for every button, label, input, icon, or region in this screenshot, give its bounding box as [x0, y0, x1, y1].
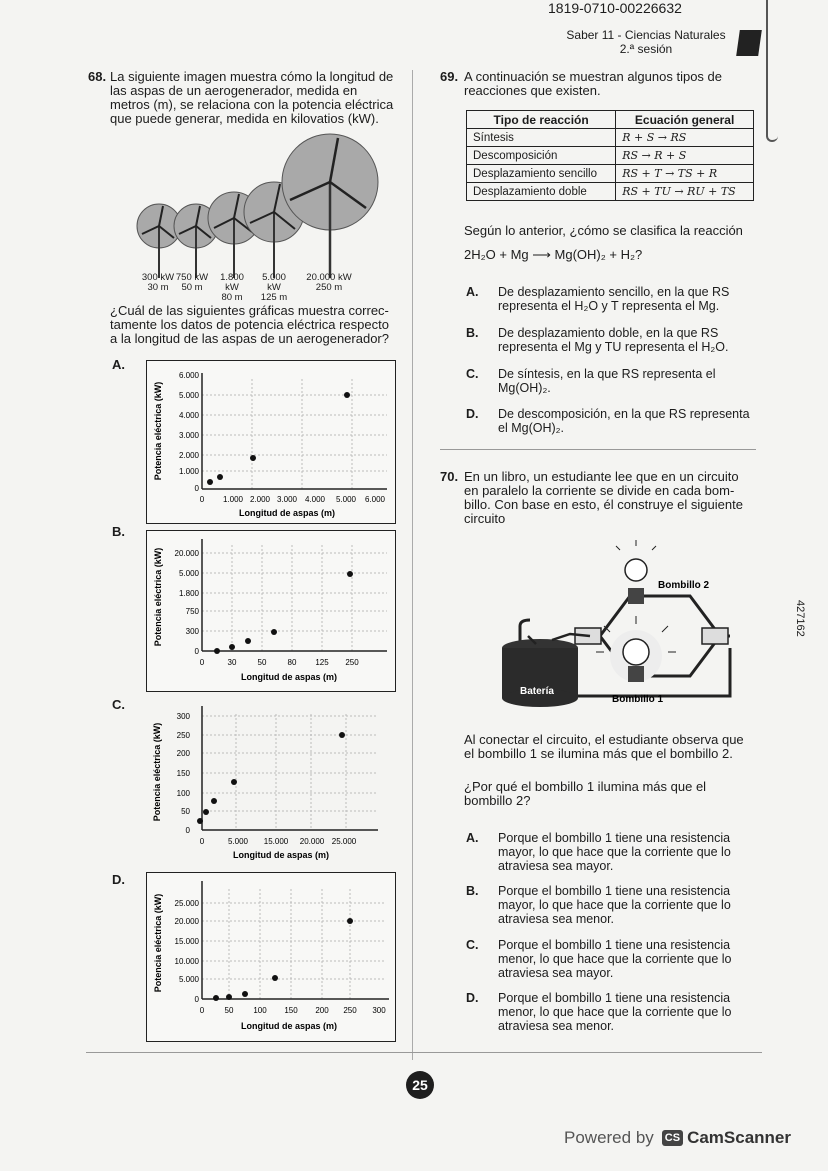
q69-reaction: 2H₂O + Mg ⟶ Mg(OH)₂ + H₂?	[464, 247, 643, 262]
svg-text:100: 100	[176, 789, 190, 798]
svg-text:300: 300	[185, 627, 199, 636]
turbine-label-5: 20.000 kW 250 m	[306, 272, 352, 293]
reactions-table	[466, 110, 754, 201]
chart-a-xtick: 1.000	[222, 495, 244, 504]
svg-text:300: 300	[176, 712, 190, 721]
svg-text:5.000: 5.000	[178, 975, 199, 984]
svg-text:100: 100	[253, 1006, 267, 1015]
chart-a-ytick: 1.000	[178, 467, 199, 476]
q70-line: En un libro, un estudiante lee que en un circuito	[464, 469, 739, 484]
chart-c-points	[197, 732, 345, 824]
chart-a-xtick: 2.000	[249, 495, 271, 504]
svg-text:25.000: 25.000	[174, 899, 199, 908]
q69-line: A continuación se muestran algunos tipos de	[464, 69, 723, 84]
svg-text:1.800: 1.800	[178, 589, 199, 598]
q70-question	[464, 780, 760, 808]
chart-a-xlabel: Longitud de aspas (m)	[238, 508, 336, 518]
svg-text:150: 150	[176, 769, 190, 778]
document-id: 1819-0710-00226632	[548, 0, 682, 16]
chart-a-xtick: 0	[199, 495, 205, 504]
page-edge	[766, 0, 778, 142]
svg-text:250: 250	[343, 1006, 357, 1015]
chart-option-c[interactable]	[146, 700, 394, 870]
chart-b-x-ticks	[200, 658, 359, 667]
svg-text:5.000: 5.000	[227, 837, 249, 846]
chart-b-svg	[147, 531, 395, 691]
q70-observation-line: Al conectar el circuito, el estudiante observa que	[464, 732, 744, 747]
chart-a-ytick: 4.000	[178, 411, 199, 420]
exam-header	[566, 28, 726, 56]
chart-a-ytick: 6.000	[178, 371, 199, 380]
chart-d-point	[272, 975, 278, 981]
chart-b-grid	[202, 545, 387, 651]
q70-option-b[interactable]: B. Porque el bombillo 1 tiene una resistencia mayor, lo que hace que la corriente que lo atraviesa sea menor.	[466, 884, 731, 926]
svg-text:0: 0	[185, 826, 190, 835]
q70-line: billo. Con base en esto, él construye el siguiente	[464, 497, 743, 512]
chart-d-point	[242, 991, 248, 997]
chart-c-x-ticks	[200, 837, 357, 846]
chart-a-svg	[147, 361, 395, 523]
chart-a-ytick: 2.000	[178, 451, 199, 460]
powered-by-text: Powered by	[564, 1128, 654, 1147]
q70-line: en paralelo la corriente se divide en cada bom-	[464, 483, 735, 498]
chart-option-a[interactable]	[146, 360, 396, 524]
chart-b-xlabel: Longitud de aspas (m)	[240, 672, 338, 682]
svg-text:25.000: 25.000	[331, 837, 357, 846]
q68-line: metros (m), se relaciona con la potencia eléctrica	[110, 97, 394, 112]
chart-a-x-ticks	[200, 495, 386, 504]
connector-right	[702, 628, 728, 644]
svg-text:50: 50	[181, 807, 190, 816]
chart-c-point	[197, 818, 203, 824]
chart-b-ylabel: Potencia eléctrica (kW)	[153, 547, 163, 647]
chart-option-d[interactable]	[146, 872, 396, 1042]
q68-line: las aspas de un aerogenerador, medida en	[110, 83, 358, 98]
turbine-1	[137, 204, 181, 278]
camscanner-watermark	[564, 1128, 791, 1148]
chart-a-xtick: 4.000	[304, 495, 326, 504]
chart-a-point	[217, 474, 223, 480]
col-general-equation: Ecuación general	[616, 111, 754, 129]
turbine-label-3: 1.800 kW 80 m	[220, 272, 244, 303]
chart-d-svg	[147, 873, 395, 1041]
chart-a-xtick: 3.000	[276, 495, 298, 504]
chart-a-point	[250, 455, 256, 461]
option-a-letter[interactable]: A.	[112, 357, 125, 372]
q70-observation	[464, 733, 760, 761]
q68-line: que puede generar, medida en kilovatios (kW).	[110, 111, 379, 126]
chart-b-point	[347, 571, 353, 577]
chart-d-point	[226, 994, 232, 1000]
svg-text:20.000: 20.000	[299, 837, 325, 846]
q70-option-c[interactable]: C. Porque el bombillo 1 tiene una resistencia menor, lo que hace que la corriente que lo atraviesa sea mayor.	[466, 938, 732, 980]
chart-b-y-ticks	[175, 549, 200, 656]
svg-text:30: 30	[227, 658, 237, 667]
q69-option-c[interactable]: C. De síntesis, en la que RS representa el Mg(OH)₂.	[466, 367, 716, 395]
q70-option-a[interactable]: A. Porque el bombillo 1 tiene una resistencia mayor, lo que hace que la corriente que lo atraviesa sea mayor.	[466, 831, 731, 873]
chart-b-point	[271, 629, 277, 635]
q68-line: La siguiente imagen muestra cómo la longitud de	[110, 69, 394, 84]
reactions-header-row	[467, 111, 754, 129]
q69-number: 69.	[440, 69, 459, 84]
svg-text:0: 0	[194, 995, 199, 1004]
svg-text:10.000: 10.000	[174, 957, 199, 966]
turbine-label-4: 5.000 kW 125 m	[260, 272, 288, 303]
bulb-2-icon	[616, 540, 656, 604]
table-row: Desplazamiento doble RS + TU → RU + TS	[467, 183, 754, 201]
svg-text:300: 300	[372, 1006, 386, 1015]
chart-c-ylabel: Potencia eléctrica (kW)	[152, 722, 162, 822]
q70-question-line: bombillo 2?	[464, 793, 531, 808]
q70-observation-line: el bombillo 1 se ilumina más que el bombillo 2.	[464, 746, 733, 761]
svg-text:250: 250	[176, 731, 190, 740]
svg-text:5.000: 5.000	[178, 569, 199, 578]
q68-question	[110, 304, 410, 346]
table-row: Síntesis R + S → RS	[467, 129, 754, 147]
table-row: Descomposición RS → R + S	[467, 147, 754, 165]
q68-prompt	[88, 70, 408, 126]
q70-line: circuito	[464, 511, 506, 526]
svg-text:0: 0	[199, 837, 205, 846]
camscanner-logo-icon: CS	[662, 1130, 683, 1146]
turbine-label-1: 300 kW 30 m	[141, 272, 175, 293]
session-label: 2.ª sesión	[619, 42, 673, 56]
chart-c-y-ticks	[177, 712, 191, 835]
q70-question-line: ¿Por qué el bombillo 1 ilumina más que el	[464, 779, 707, 794]
chart-c-point	[231, 779, 237, 785]
svg-text:200: 200	[176, 749, 190, 758]
bulb-2-label: Bombillo 2	[658, 580, 710, 591]
camscanner-brand: CamScanner	[687, 1128, 791, 1147]
chart-d-points	[213, 918, 353, 1001]
svg-text:15.000: 15.000	[263, 837, 289, 846]
chart-a-ylabel: Potencia eléctrica (kW)	[153, 381, 163, 481]
q69-option-d[interactable]: D. De descomposición, en la que RS representa el Mg(OH)₂.	[466, 407, 750, 435]
chart-b-point	[214, 648, 220, 654]
svg-text:80: 80	[287, 658, 297, 667]
chart-b-point	[229, 644, 235, 650]
svg-text:0: 0	[199, 658, 205, 667]
chart-a-xtick: 5.000	[335, 495, 357, 504]
option-b-letter[interactable]: B.	[112, 524, 125, 539]
chart-d-ylabel: Potencia eléctrica (kW)	[153, 893, 163, 993]
chart-d-x-ticks	[200, 1006, 386, 1015]
q68-question-line: a la longitud de las aspas de un aerogenerador?	[110, 331, 389, 346]
svg-text:20.000: 20.000	[174, 917, 199, 926]
chart-a-point	[207, 479, 213, 485]
chart-c-point	[211, 798, 217, 804]
chart-a-ytick: 3.000	[178, 431, 199, 440]
circuit-diagram	[480, 536, 756, 708]
svg-text:50: 50	[224, 1006, 234, 1015]
turbine-5	[282, 134, 378, 278]
side-mark: 427162	[794, 600, 806, 637]
q69-option-a[interactable]: A. De desplazamiento sencillo, en la que RS representa el H₂O y T representa el Mg.	[466, 285, 730, 313]
chart-d-y-ticks	[175, 899, 200, 1004]
svg-text:125: 125	[315, 658, 329, 667]
bulb-1-label: Bombillo 1	[612, 694, 664, 705]
col-reaction-type: Tipo de reacción	[467, 111, 616, 129]
chart-a-point	[344, 392, 350, 398]
q69-question: Según lo anterior, ¿cómo se clasifica la reacción	[464, 223, 743, 238]
chart-b-points	[214, 571, 353, 654]
chart-a-ytick: 0	[194, 484, 199, 493]
q70-number: 70.	[440, 469, 459, 484]
svg-text:200: 200	[315, 1006, 329, 1015]
chart-d-xlabel: Longitud de aspas (m)	[240, 1021, 338, 1031]
q69-line: reacciones que existen.	[464, 83, 601, 98]
svg-text:50: 50	[257, 658, 267, 667]
svg-text:750: 750	[185, 607, 199, 616]
chart-d-grid	[202, 889, 385, 999]
option-c-letter[interactable]: C.	[112, 697, 125, 712]
chart-option-b[interactable]	[146, 530, 396, 692]
svg-text:250: 250	[345, 658, 359, 667]
q69-prompt	[440, 70, 760, 98]
q68-question-line: tamente los datos de potencia eléctrica respecto	[110, 317, 389, 332]
table-row: Desplazamiento sencillo RS + T → TS + R	[467, 165, 754, 183]
section-icon	[736, 30, 762, 56]
svg-text:15.000: 15.000	[174, 937, 199, 946]
svg-text:0: 0	[194, 647, 199, 656]
chart-a-ytick: 5.000	[178, 391, 199, 400]
option-d-letter[interactable]: D.	[112, 872, 125, 887]
chart-d-point	[347, 918, 353, 924]
chart-a-xtick: 6.000	[364, 495, 386, 504]
chart-c-xlabel: Longitud de aspas (m)	[232, 850, 330, 860]
svg-text:150: 150	[284, 1006, 298, 1015]
q69-option-b[interactable]: B. De desplazamiento doble, en la que RS representa el Mg y TU representa el H₂O.	[466, 326, 729, 354]
q70-option-d[interactable]: D. Porque el bombillo 1 tiene una resistencia menor, lo que hace que la corriente que lo atraviesa sea menor.	[466, 991, 732, 1033]
q70-prompt	[440, 470, 760, 526]
q68-number: 68.	[88, 69, 107, 84]
battery-label: Batería	[520, 686, 554, 697]
svg-text:0: 0	[199, 1006, 205, 1015]
bottom-rule	[86, 1052, 762, 1053]
chart-a-y-ticks	[179, 371, 200, 493]
turbine-label-2: 750 kW 50 m	[175, 272, 209, 293]
svg-text:20.000: 20.000	[174, 549, 199, 558]
chart-d-point	[213, 995, 219, 1001]
chart-c-point	[339, 732, 345, 738]
q68-question-line: ¿Cuál de las siguientes gráficas muestra correc-	[110, 303, 389, 318]
chart-c-svg	[146, 700, 394, 870]
column-divider	[412, 70, 413, 1060]
exam-title: Saber 11 - Ciencias Naturales	[566, 28, 726, 42]
chart-a-grid	[202, 379, 387, 489]
page-number: 25	[406, 1071, 434, 1099]
chart-c-point	[203, 809, 209, 815]
chart-b-point	[245, 638, 251, 644]
chart-c-grid	[202, 714, 376, 830]
question-separator	[440, 449, 756, 450]
